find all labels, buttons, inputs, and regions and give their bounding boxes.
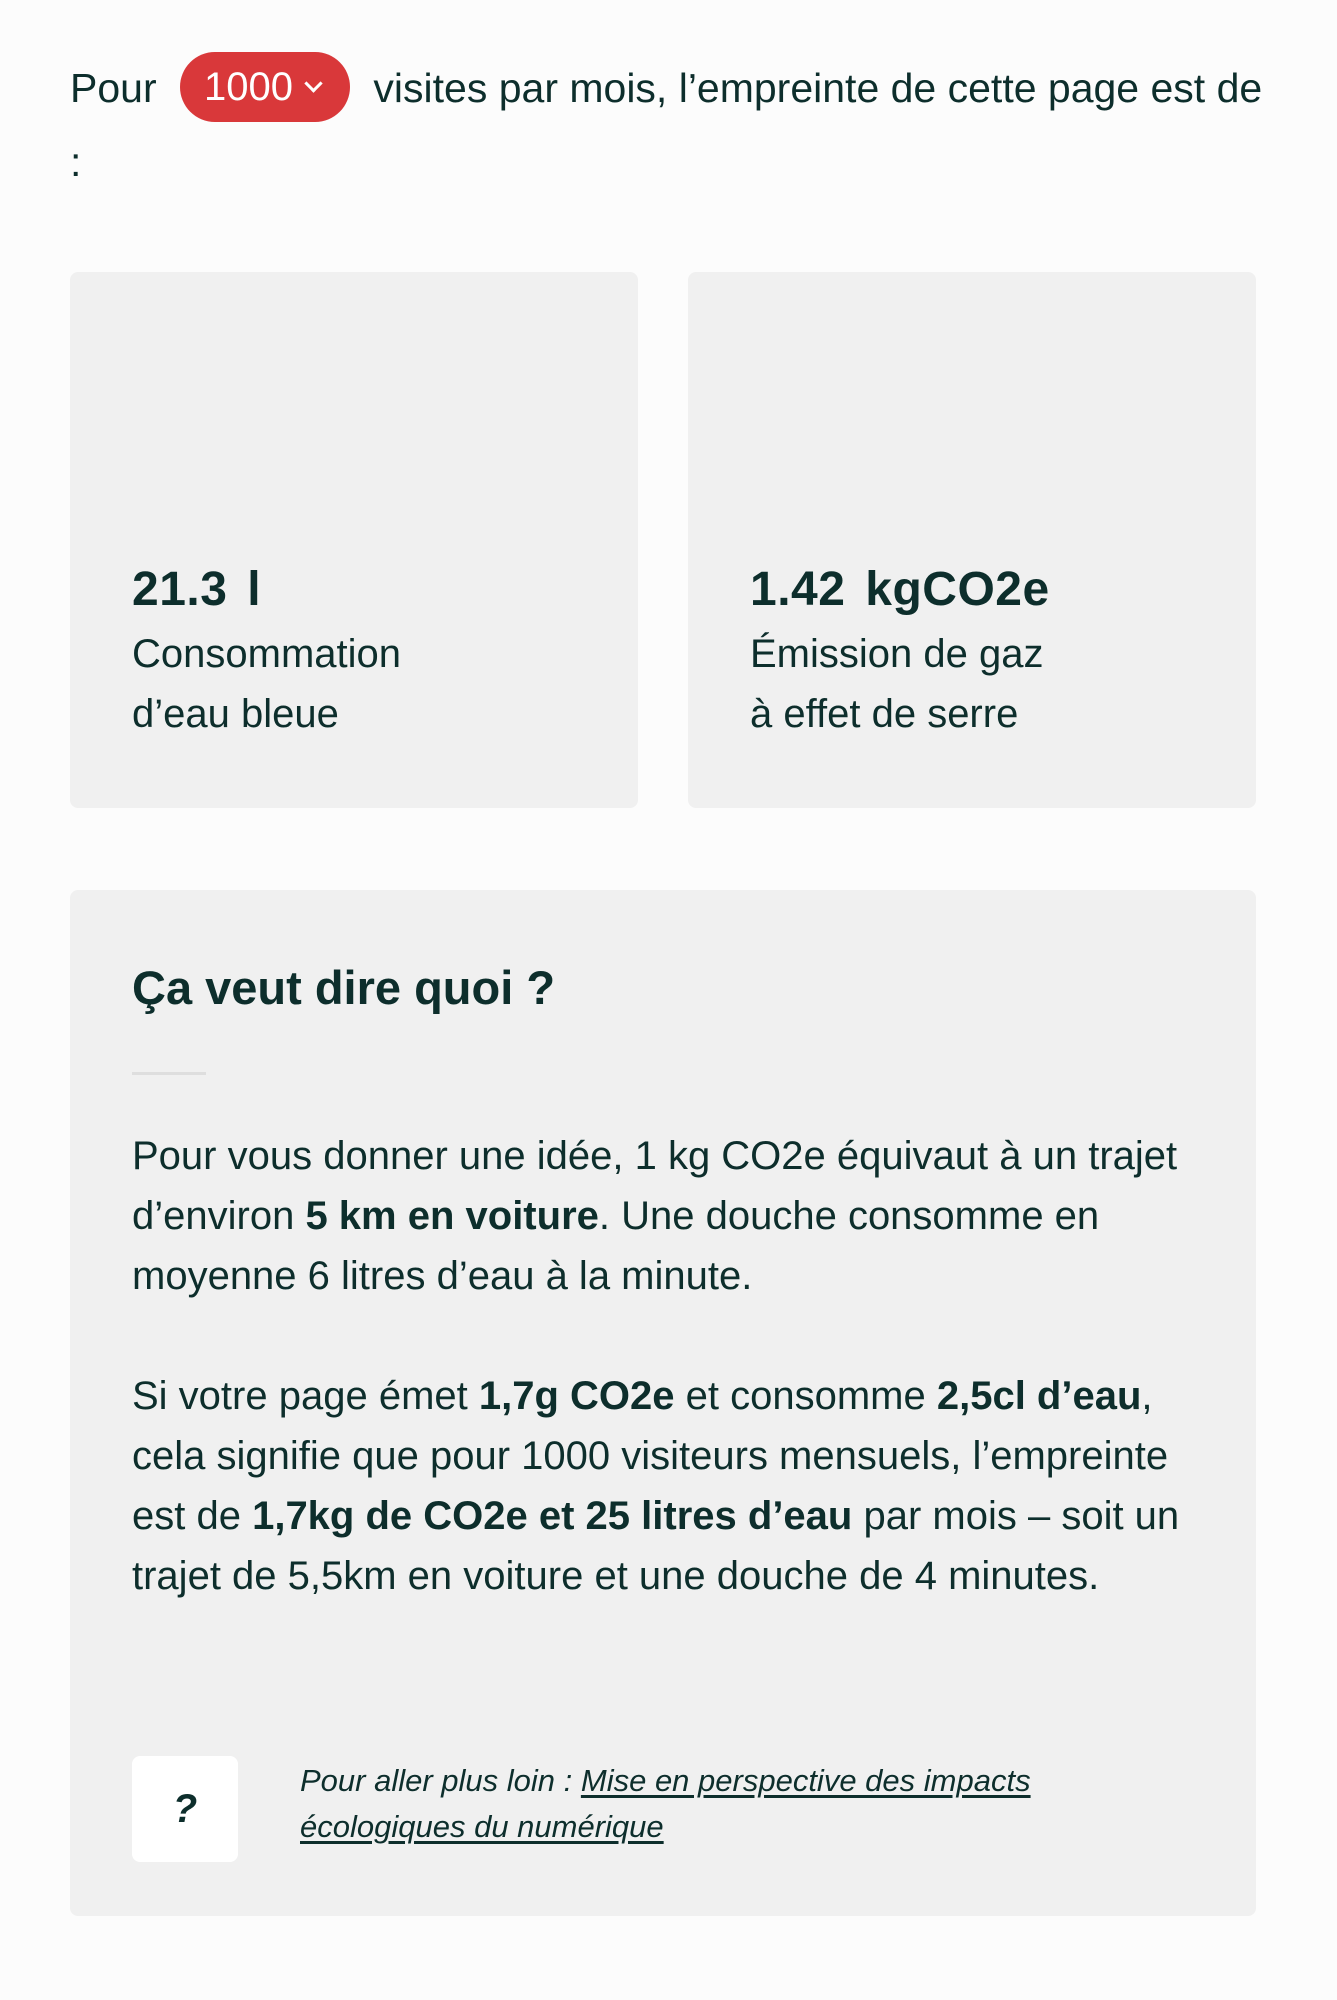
p1-bold-b: 5 km en voiture: [305, 1194, 599, 1238]
water-metric-card: [70, 272, 638, 808]
p2-text-e: , cela signifie que pour 1000 visiteurs mensuels, l’empreinte est de: [132, 1374, 1169, 1538]
p1-text-c: . Une douche consomme en moyenne 6 litres d’eau à la minute.: [132, 1194, 1100, 1298]
further-reading: [300, 1758, 1180, 1850]
explanation-paragraph-1: [132, 1126, 1202, 1306]
water-label-line2: d’eau bleue: [132, 692, 339, 736]
p1-text-a: Pour vous donner une idée, 1 kg CO2e équivaut à un trajet d’environ: [132, 1134, 1178, 1238]
question-icon: ?: [132, 1756, 238, 1862]
water-value: 21.3 l: [132, 563, 262, 616]
explanation-title: Ça veut dire quoi ?: [132, 961, 556, 1014]
p2-bold-d: 2,5cl d’eau: [936, 1374, 1142, 1418]
co2-label-line1: Émission de gaz: [750, 632, 1044, 676]
further-reading-link[interactable]: Mise en perspective des impacts écologiques du numérique: [300, 1763, 1031, 1844]
explanation-paragraph-2: [132, 1366, 1202, 1606]
co2-metric-card: [688, 272, 1256, 808]
visits-value: 1000: [204, 65, 293, 110]
water-label: [132, 624, 552, 744]
p2-bold-f: 1,7kg de CO2e et 25 litres d’eau: [252, 1494, 853, 1538]
p2-text-c: et consomme: [674, 1374, 937, 1418]
p2-text-a: Si votre page émet: [132, 1374, 479, 1418]
further-prefix: Pour aller plus loin :: [300, 1763, 581, 1798]
divider: [132, 1072, 206, 1075]
water-label-line1: Consommation: [132, 632, 402, 676]
co2-value: 1.42 kgCO2e: [750, 563, 1050, 616]
co2-label: [750, 624, 1170, 744]
co2-label-line2: à effet de serre: [750, 692, 1019, 736]
p2-bold-b: 1,7g CO2e: [478, 1374, 675, 1418]
intro-text: [70, 52, 1270, 198]
intro-suffix: visites par mois, l’empreinte de cette page est de :: [70, 65, 1263, 186]
intro-prefix: Pour: [70, 65, 157, 111]
p2-text-g: par mois – soit un trajet de 5,5km en voiture et une douche de 4 minutes.: [132, 1494, 1180, 1598]
explanation-card: [70, 890, 1256, 1916]
chevron-down-icon: [304, 74, 322, 92]
visits-dropdown[interactable]: [180, 52, 350, 122]
